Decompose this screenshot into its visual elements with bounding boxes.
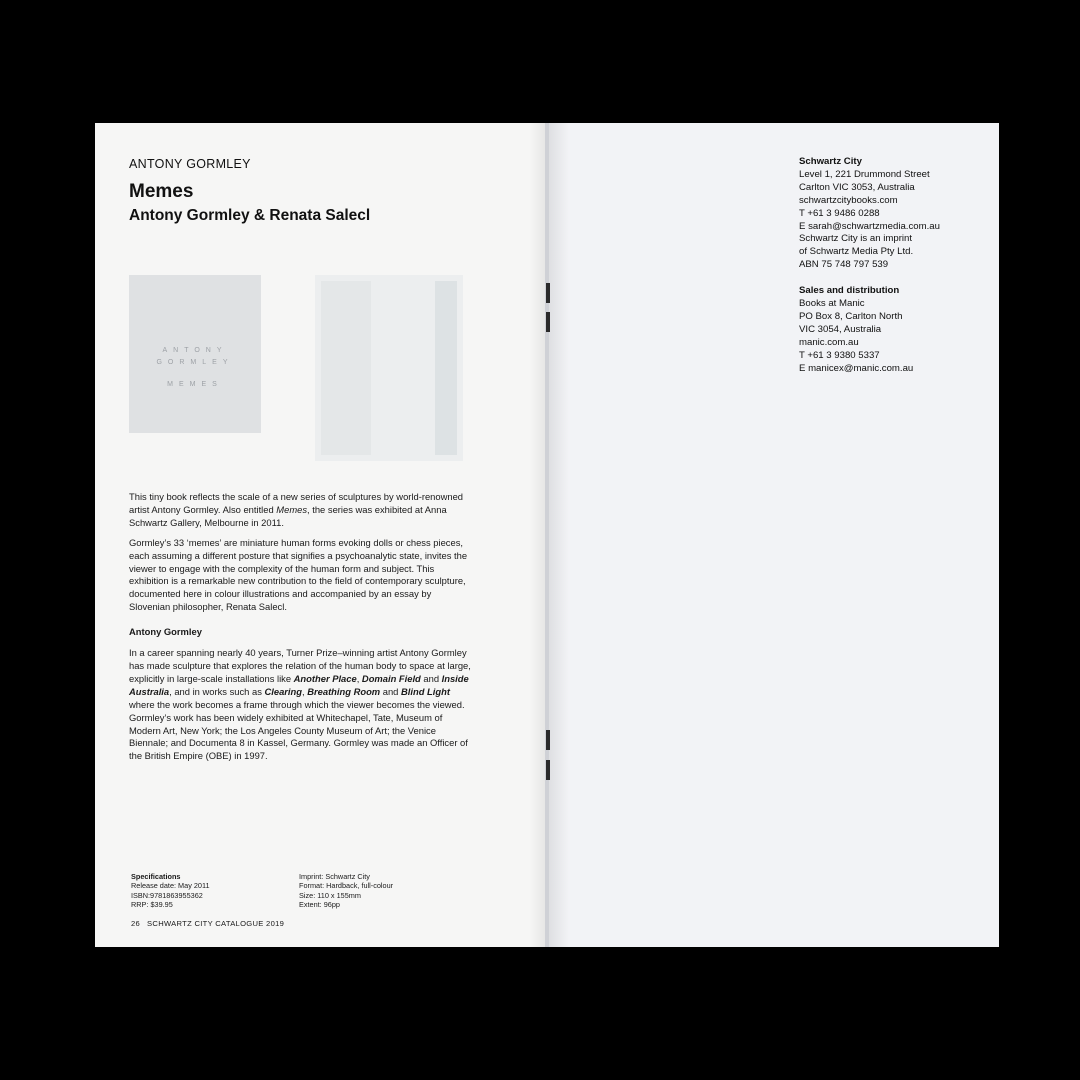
paragraph-biography: In a career spanning nearly 40 years, Turner Prize–winning artist Antony Gormley has made sculpture that explores the relation of the human body to space at large, explicitly in large-scale installations like Another Place, Domain Field and Inside Australia, and in works such as Clearing, Breathing Room and Blind Light where the work becomes a frame through which the viewer becomes the viewed. Gormley’s work has been widely exhibited at Whitechapel, Tate, Museum of Modern Art, New York; the Los Angeles County Museum of Art; the Venice Biennale; and Documenta 8 in Kassel, Germany. Gormley was made an Officer of the British Empire (OBE) in 1997. (129, 647, 471, 762)
page-number: 26 (131, 919, 141, 928)
cover-text-line: GORMLEY (156, 359, 234, 366)
publisher-note: of Schwartz Media Pty Ltd. (799, 246, 914, 258)
author-kicker: ANTONY GORMLEY (129, 157, 251, 171)
spec-format: Format: Hardback, full-colour (299, 881, 394, 891)
left-page (95, 123, 547, 947)
distributor-address-line: PO Box 8, Carlton North (799, 310, 903, 322)
spec-release-date: Release date: May 2011 (131, 881, 210, 891)
publisher-website: schwartzcitybooks.com (799, 194, 898, 206)
publisher-name: Schwartz City (799, 156, 862, 167)
distributor-address-line: VIC 3054, Australia (799, 323, 882, 335)
book-authors: Antony Gormley & Renata Salecl (129, 207, 371, 224)
book-cover-image (129, 275, 261, 433)
staple (546, 283, 550, 303)
spec-size: Size: 110 x 155mm (299, 890, 361, 900)
staple (546, 730, 550, 750)
book-spine-fold (545, 123, 549, 947)
publisher-address-line: Carlton VIC 3053, Australia (799, 181, 915, 193)
publisher-phone: T +61 3 9486 0288 (799, 207, 880, 219)
book-spread-image (315, 275, 463, 461)
specifications-column (299, 872, 393, 909)
right-page (547, 123, 999, 947)
spread-image-panel (321, 281, 371, 455)
staple (546, 312, 550, 332)
paragraph-memes: Gormley’s 33 ‘memes’ are miniature human forms evoking dolls or chess pieces, each assuming a different posture that signifies a psychoanalytic state, invites the viewer to engage with the complexity of the human form and subject. This exhibition is a remarkable new contribution to the field of contemporary sculpture, documented here in colour illustrations and accompanied by an essay by Slovenian philosopher, Renata Salecl. (129, 536, 468, 613)
book-title: Memes (129, 181, 194, 202)
spec-rrp: RRP: $39.95 (131, 899, 173, 909)
distribution-label: Sales and distribution (799, 285, 900, 297)
publisher-address-line: Level 1, 221 Drummond Street (799, 168, 930, 180)
distributor-name: Books at Manic (799, 298, 865, 310)
spec-isbn: ISBN:9781863955362 (131, 890, 203, 900)
description-body (129, 491, 474, 770)
page-footer (131, 919, 291, 928)
distributor-website: manic.com.au (799, 336, 859, 348)
running-footer: SCHWARTZ CITY CATALOGUE 2019 (147, 919, 285, 928)
publisher-email: E sarah@schwartzmedia.com.au (799, 220, 940, 232)
specifications-column (131, 872, 210, 909)
publisher-imprint (799, 156, 989, 376)
distributor-email: E manicex@manic.com.au (799, 362, 914, 374)
cover-text-line: MEMES (167, 381, 223, 388)
publisher-note: Schwartz City is an imprint (799, 233, 913, 245)
cover-text-line: ANTONY (162, 347, 228, 354)
spec-imprint: Imprint: Schwartz City (299, 872, 370, 881)
paragraph-intro: This tiny book reflects the scale of a new series of sculptures by world-renowned artist Antony Gormley. Also entitled Memes, the series was exhibited at Anna Schwartz Gallery, Melbourne in 2011. (129, 491, 464, 528)
specifications-label: Specifications (131, 872, 181, 881)
spec-extent: Extent: 96pp (299, 899, 340, 909)
spread-image-panel (435, 281, 457, 455)
distributor-phone: T +61 3 9380 5337 (799, 349, 880, 361)
publisher-abn: ABN 75 748 797 539 (799, 259, 889, 271)
author-subhead: Antony Gormley (129, 626, 202, 638)
staple (546, 760, 550, 780)
